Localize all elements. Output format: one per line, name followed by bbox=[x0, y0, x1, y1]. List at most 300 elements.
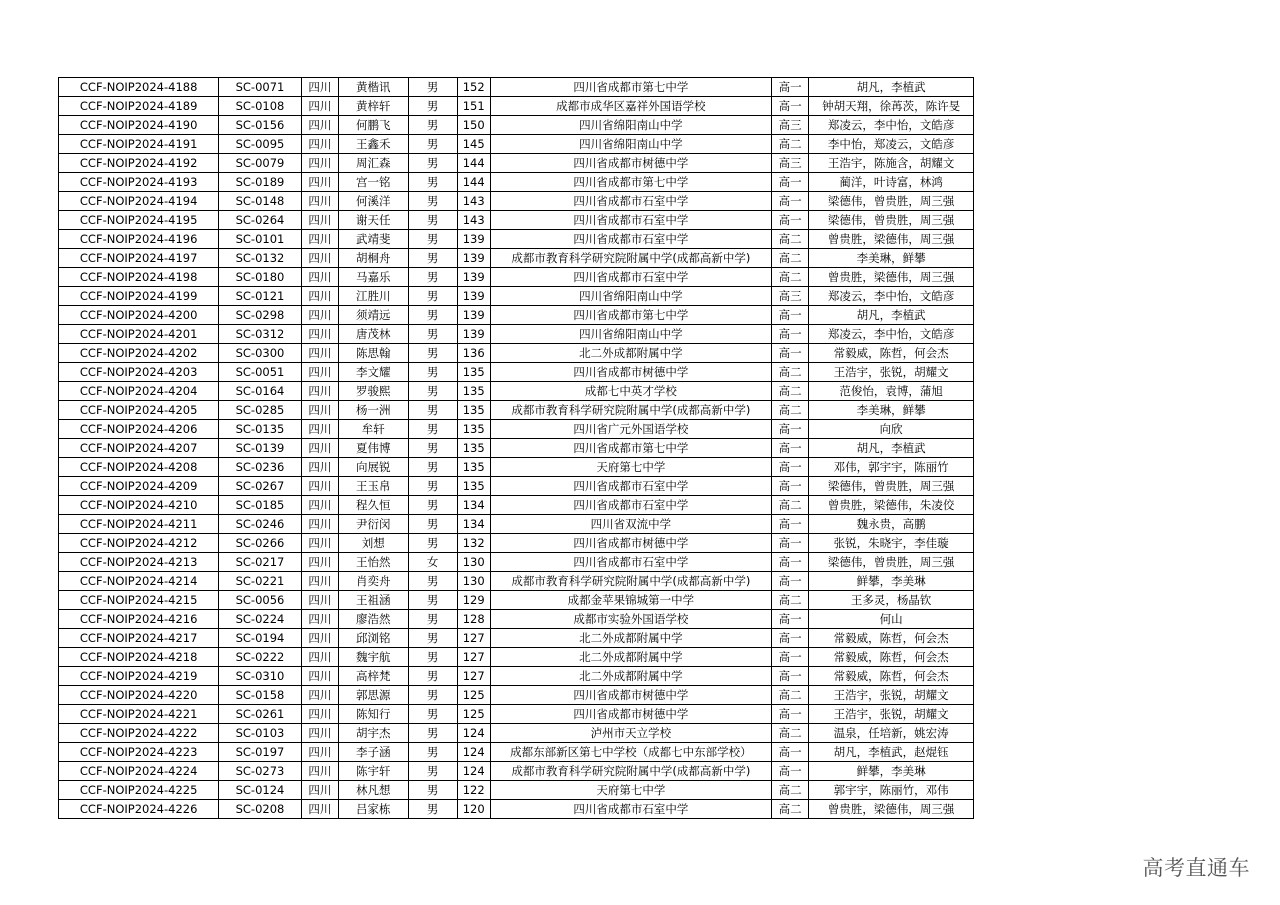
coaches-cell: 王多灵，杨晶钦 bbox=[809, 591, 974, 610]
coaches-cell: 王浩宇，张锐，胡耀文 bbox=[809, 686, 974, 705]
name-cell: 吕家栋 bbox=[339, 800, 408, 819]
id-cell: CCF-NOIP2024-4221 bbox=[59, 705, 219, 724]
school-cell: 四川省成都市石室中学 bbox=[490, 192, 771, 211]
grade-cell: 高二 bbox=[771, 363, 808, 382]
gender-cell: 男 bbox=[408, 458, 457, 477]
score-cell: 136 bbox=[457, 344, 490, 363]
table-row bbox=[59, 268, 974, 287]
id-cell: CCF-NOIP2024-4215 bbox=[59, 591, 219, 610]
score-cell: 139 bbox=[457, 268, 490, 287]
table-row bbox=[59, 382, 974, 401]
id-cell: CCF-NOIP2024-4219 bbox=[59, 667, 219, 686]
school-cell: 四川省绵阳南山中学 bbox=[490, 325, 771, 344]
gender-cell: 男 bbox=[408, 648, 457, 667]
gender-cell: 男 bbox=[408, 534, 457, 553]
province-cell: 四川 bbox=[301, 667, 338, 686]
school-cell: 四川省成都市树德中学 bbox=[490, 363, 771, 382]
coaches-cell: 张锐，朱晓宇，李佳璇 bbox=[809, 534, 974, 553]
province-cell: 四川 bbox=[301, 762, 338, 781]
coaches-cell: 梁德伟，曾贵胜，周三强 bbox=[809, 192, 974, 211]
school-cell: 四川省成都市石室中学 bbox=[490, 268, 771, 287]
gender-cell: 男 bbox=[408, 249, 457, 268]
score-cell: 120 bbox=[457, 800, 490, 819]
school-cell: 成都七中英才学校 bbox=[490, 382, 771, 401]
school-cell: 北二外成都附属中学 bbox=[490, 667, 771, 686]
province-cell: 四川 bbox=[301, 553, 338, 572]
id-cell: CCF-NOIP2024-4217 bbox=[59, 629, 219, 648]
code-cell: SC-0264 bbox=[219, 211, 301, 230]
school-cell: 泸州市天立学校 bbox=[490, 724, 771, 743]
gender-cell: 男 bbox=[408, 211, 457, 230]
province-cell: 四川 bbox=[301, 344, 338, 363]
grade-cell: 高二 bbox=[771, 268, 808, 287]
gender-cell: 男 bbox=[408, 97, 457, 116]
coaches-cell: 胡凡，李植武，赵焜钰 bbox=[809, 743, 974, 762]
code-cell: SC-0267 bbox=[219, 477, 301, 496]
gender-cell: 男 bbox=[408, 629, 457, 648]
coaches-cell: 王浩宇，张锐，胡耀文 bbox=[809, 363, 974, 382]
id-cell: CCF-NOIP2024-4191 bbox=[59, 135, 219, 154]
province-cell: 四川 bbox=[301, 135, 338, 154]
name-cell: 李子涵 bbox=[339, 743, 408, 762]
name-cell: 胡桐舟 bbox=[339, 249, 408, 268]
code-cell: SC-0236 bbox=[219, 458, 301, 477]
grade-cell: 高一 bbox=[771, 477, 808, 496]
name-cell: 王祖涵 bbox=[339, 591, 408, 610]
score-cell: 132 bbox=[457, 534, 490, 553]
school-cell: 成都市教育科学研究院附属中学(成都高新中学) bbox=[490, 249, 771, 268]
grade-cell: 高二 bbox=[771, 401, 808, 420]
province-cell: 四川 bbox=[301, 173, 338, 192]
school-cell: 四川省成都市第七中学 bbox=[490, 78, 771, 97]
coaches-cell: 郭宇宇，陈丽竹，邓伟 bbox=[809, 781, 974, 800]
score-cell: 135 bbox=[457, 382, 490, 401]
code-cell: SC-0135 bbox=[219, 420, 301, 439]
gender-cell: 男 bbox=[408, 401, 457, 420]
score-cell: 134 bbox=[457, 496, 490, 515]
province-cell: 四川 bbox=[301, 249, 338, 268]
province-cell: 四川 bbox=[301, 477, 338, 496]
code-cell: SC-0261 bbox=[219, 705, 301, 724]
score-cell: 139 bbox=[457, 287, 490, 306]
score-cell: 135 bbox=[457, 420, 490, 439]
grade-cell: 高一 bbox=[771, 439, 808, 458]
school-cell: 四川省成都市石室中学 bbox=[490, 477, 771, 496]
coaches-cell: 胡凡，李植武 bbox=[809, 78, 974, 97]
gender-cell: 男 bbox=[408, 173, 457, 192]
name-cell: 黄梓轩 bbox=[339, 97, 408, 116]
grade-cell: 高二 bbox=[771, 781, 808, 800]
school-cell: 北二外成都附属中学 bbox=[490, 629, 771, 648]
grade-cell: 高一 bbox=[771, 192, 808, 211]
id-cell: CCF-NOIP2024-4205 bbox=[59, 401, 219, 420]
grade-cell: 高一 bbox=[771, 515, 808, 534]
table-row bbox=[59, 154, 974, 173]
province-cell: 四川 bbox=[301, 306, 338, 325]
code-cell: SC-0194 bbox=[219, 629, 301, 648]
gender-cell: 男 bbox=[408, 306, 457, 325]
code-cell: SC-0148 bbox=[219, 192, 301, 211]
gender-cell: 男 bbox=[408, 667, 457, 686]
code-cell: SC-0224 bbox=[219, 610, 301, 629]
gender-cell: 男 bbox=[408, 116, 457, 135]
province-cell: 四川 bbox=[301, 192, 338, 211]
id-cell: CCF-NOIP2024-4196 bbox=[59, 230, 219, 249]
province-cell: 四川 bbox=[301, 78, 338, 97]
province-cell: 四川 bbox=[301, 629, 338, 648]
code-cell: SC-0310 bbox=[219, 667, 301, 686]
score-cell: 122 bbox=[457, 781, 490, 800]
grade-cell: 高一 bbox=[771, 325, 808, 344]
name-cell: 林凡想 bbox=[339, 781, 408, 800]
school-cell: 成都市教育科学研究院附属中学(成都高新中学) bbox=[490, 572, 771, 591]
code-cell: SC-0285 bbox=[219, 401, 301, 420]
name-cell: 王怡然 bbox=[339, 553, 408, 572]
coaches-cell: 常毅威，陈哲，何会杰 bbox=[809, 648, 974, 667]
name-cell: 罗骏熙 bbox=[339, 382, 408, 401]
name-cell: 程久恒 bbox=[339, 496, 408, 515]
table-row bbox=[59, 553, 974, 572]
school-cell: 四川省绵阳南山中学 bbox=[490, 116, 771, 135]
coaches-cell: 曾贵胜，梁德伟，周三强 bbox=[809, 268, 974, 287]
coaches-cell: 向欣 bbox=[809, 420, 974, 439]
table-row bbox=[59, 192, 974, 211]
watermark-text: 高考直通车 bbox=[1142, 856, 1250, 880]
code-cell: SC-0300 bbox=[219, 344, 301, 363]
coaches-cell: 梁德伟，曾贵胜，周三强 bbox=[809, 553, 974, 572]
table-row bbox=[59, 116, 974, 135]
grade-cell: 高一 bbox=[771, 667, 808, 686]
gender-cell: 男 bbox=[408, 78, 457, 97]
coaches-cell: 郑凌云，李中怡，文皓彦 bbox=[809, 116, 974, 135]
grade-cell: 高一 bbox=[771, 458, 808, 477]
province-cell: 四川 bbox=[301, 610, 338, 629]
grade-cell: 高一 bbox=[771, 306, 808, 325]
score-cell: 128 bbox=[457, 610, 490, 629]
contestant-table bbox=[58, 77, 974, 819]
name-cell: 高梓梵 bbox=[339, 667, 408, 686]
school-cell: 四川省成都市石室中学 bbox=[490, 553, 771, 572]
table-row bbox=[59, 496, 974, 515]
score-cell: 145 bbox=[457, 135, 490, 154]
table-row bbox=[59, 477, 974, 496]
name-cell: 黄楷讯 bbox=[339, 78, 408, 97]
code-cell: SC-0103 bbox=[219, 724, 301, 743]
school-cell: 四川省成都市树德中学 bbox=[490, 705, 771, 724]
id-cell: CCF-NOIP2024-4188 bbox=[59, 78, 219, 97]
gender-cell: 男 bbox=[408, 515, 457, 534]
code-cell: SC-0158 bbox=[219, 686, 301, 705]
coaches-cell: 钟胡天翔，徐苒茨，陈许旻 bbox=[809, 97, 974, 116]
table-row bbox=[59, 363, 974, 382]
school-cell: 天府第七中学 bbox=[490, 458, 771, 477]
table-row bbox=[59, 439, 974, 458]
code-cell: SC-0056 bbox=[219, 591, 301, 610]
id-cell: CCF-NOIP2024-4202 bbox=[59, 344, 219, 363]
school-cell: 四川省成都市第七中学 bbox=[490, 173, 771, 192]
province-cell: 四川 bbox=[301, 743, 338, 762]
table-row bbox=[59, 97, 974, 116]
code-cell: SC-0273 bbox=[219, 762, 301, 781]
id-cell: CCF-NOIP2024-4224 bbox=[59, 762, 219, 781]
province-cell: 四川 bbox=[301, 420, 338, 439]
school-cell: 四川省成都市第七中学 bbox=[490, 306, 771, 325]
score-cell: 134 bbox=[457, 515, 490, 534]
coaches-cell: 邓伟，郭宇宇，陈丽竹 bbox=[809, 458, 974, 477]
score-cell: 135 bbox=[457, 363, 490, 382]
table-row bbox=[59, 287, 974, 306]
score-cell: 124 bbox=[457, 743, 490, 762]
coaches-cell: 郑凌云，李中怡，文皓彦 bbox=[809, 287, 974, 306]
school-cell: 四川省广元外国语学校 bbox=[490, 420, 771, 439]
table-row bbox=[59, 78, 974, 97]
table-row bbox=[59, 743, 974, 762]
grade-cell: 高二 bbox=[771, 724, 808, 743]
id-cell: CCF-NOIP2024-4218 bbox=[59, 648, 219, 667]
code-cell: SC-0095 bbox=[219, 135, 301, 154]
coaches-cell: 李中怡，郑凌云，文皓彦 bbox=[809, 135, 974, 154]
table-row bbox=[59, 420, 974, 439]
gender-cell: 男 bbox=[408, 439, 457, 458]
name-cell: 李文耀 bbox=[339, 363, 408, 382]
coaches-cell: 曾贵胜，梁德伟，周三强 bbox=[809, 800, 974, 819]
coaches-cell: 梁德伟，曾贵胜，周三强 bbox=[809, 211, 974, 230]
table-row bbox=[59, 800, 974, 819]
grade-cell: 高一 bbox=[771, 705, 808, 724]
grade-cell: 高三 bbox=[771, 287, 808, 306]
name-cell: 王玉帛 bbox=[339, 477, 408, 496]
score-cell: 139 bbox=[457, 325, 490, 344]
score-cell: 139 bbox=[457, 249, 490, 268]
id-cell: CCF-NOIP2024-4192 bbox=[59, 154, 219, 173]
score-cell: 150 bbox=[457, 116, 490, 135]
table-row bbox=[59, 230, 974, 249]
school-cell: 北二外成都附属中学 bbox=[490, 344, 771, 363]
grade-cell: 高二 bbox=[771, 591, 808, 610]
table-row bbox=[59, 610, 974, 629]
table-row bbox=[59, 591, 974, 610]
score-cell: 127 bbox=[457, 629, 490, 648]
province-cell: 四川 bbox=[301, 230, 338, 249]
table-row bbox=[59, 781, 974, 800]
gender-cell: 男 bbox=[408, 705, 457, 724]
school-cell: 四川省成都市石室中学 bbox=[490, 230, 771, 249]
id-cell: CCF-NOIP2024-4201 bbox=[59, 325, 219, 344]
id-cell: CCF-NOIP2024-4198 bbox=[59, 268, 219, 287]
score-cell: 127 bbox=[457, 667, 490, 686]
province-cell: 四川 bbox=[301, 382, 338, 401]
gender-cell: 男 bbox=[408, 477, 457, 496]
grade-cell: 高二 bbox=[771, 686, 808, 705]
id-cell: CCF-NOIP2024-4222 bbox=[59, 724, 219, 743]
name-cell: 邱浏铭 bbox=[339, 629, 408, 648]
school-cell: 成都市实验外国语学校 bbox=[490, 610, 771, 629]
gender-cell: 男 bbox=[408, 591, 457, 610]
name-cell: 唐茂林 bbox=[339, 325, 408, 344]
province-cell: 四川 bbox=[301, 116, 338, 135]
coaches-cell: 魏永贵，高鹏 bbox=[809, 515, 974, 534]
province-cell: 四川 bbox=[301, 154, 338, 173]
grade-cell: 高一 bbox=[771, 572, 808, 591]
id-cell: CCF-NOIP2024-4203 bbox=[59, 363, 219, 382]
score-cell: 143 bbox=[457, 211, 490, 230]
gender-cell: 男 bbox=[408, 382, 457, 401]
coaches-cell: 胡凡，李植武 bbox=[809, 439, 974, 458]
table-row bbox=[59, 401, 974, 420]
province-cell: 四川 bbox=[301, 800, 338, 819]
grade-cell: 高一 bbox=[771, 534, 808, 553]
grade-cell: 高一 bbox=[771, 344, 808, 363]
gender-cell: 男 bbox=[408, 268, 457, 287]
gender-cell: 男 bbox=[408, 724, 457, 743]
coaches-cell: 梁德伟，曾贵胜，周三强 bbox=[809, 477, 974, 496]
grade-cell: 高三 bbox=[771, 116, 808, 135]
gender-cell: 男 bbox=[408, 743, 457, 762]
grade-cell: 高一 bbox=[771, 553, 808, 572]
province-cell: 四川 bbox=[301, 572, 338, 591]
name-cell: 武靖斐 bbox=[339, 230, 408, 249]
school-cell: 四川省成都市石室中学 bbox=[490, 211, 771, 230]
score-cell: 152 bbox=[457, 78, 490, 97]
province-cell: 四川 bbox=[301, 724, 338, 743]
table-body bbox=[59, 78, 974, 819]
code-cell: SC-0298 bbox=[219, 306, 301, 325]
school-cell: 四川省成都市石室中学 bbox=[490, 496, 771, 515]
id-cell: CCF-NOIP2024-4204 bbox=[59, 382, 219, 401]
table-row bbox=[59, 344, 974, 363]
province-cell: 四川 bbox=[301, 287, 338, 306]
score-cell: 135 bbox=[457, 401, 490, 420]
province-cell: 四川 bbox=[301, 439, 338, 458]
id-cell: CCF-NOIP2024-4208 bbox=[59, 458, 219, 477]
coaches-cell: 常毅威，陈哲，何会杰 bbox=[809, 629, 974, 648]
code-cell: SC-0266 bbox=[219, 534, 301, 553]
province-cell: 四川 bbox=[301, 648, 338, 667]
code-cell: SC-0197 bbox=[219, 743, 301, 762]
school-cell: 成都金苹果锦城第一中学 bbox=[490, 591, 771, 610]
id-cell: CCF-NOIP2024-4197 bbox=[59, 249, 219, 268]
id-cell: CCF-NOIP2024-4199 bbox=[59, 287, 219, 306]
name-cell: 须靖远 bbox=[339, 306, 408, 325]
school-cell: 四川省成都市树德中学 bbox=[490, 686, 771, 705]
province-cell: 四川 bbox=[301, 534, 338, 553]
school-cell: 成都市成华区嘉祥外国语学校 bbox=[490, 97, 771, 116]
id-cell: CCF-NOIP2024-4193 bbox=[59, 173, 219, 192]
school-cell: 四川省成都市第七中学 bbox=[490, 439, 771, 458]
score-cell: 124 bbox=[457, 724, 490, 743]
name-cell: 胡宇杰 bbox=[339, 724, 408, 743]
province-cell: 四川 bbox=[301, 591, 338, 610]
name-cell: 尹衍闵 bbox=[339, 515, 408, 534]
table-row bbox=[59, 534, 974, 553]
province-cell: 四川 bbox=[301, 268, 338, 287]
name-cell: 郭思源 bbox=[339, 686, 408, 705]
province-cell: 四川 bbox=[301, 496, 338, 515]
name-cell: 杨一洲 bbox=[339, 401, 408, 420]
name-cell: 何溪洋 bbox=[339, 192, 408, 211]
gender-cell: 男 bbox=[408, 800, 457, 819]
coaches-cell: 李美琳，鲜攀 bbox=[809, 249, 974, 268]
table-row bbox=[59, 325, 974, 344]
grade-cell: 高一 bbox=[771, 97, 808, 116]
school-cell: 北二外成都附属中学 bbox=[490, 648, 771, 667]
grade-cell: 高一 bbox=[771, 629, 808, 648]
id-cell: CCF-NOIP2024-4190 bbox=[59, 116, 219, 135]
code-cell: SC-0312 bbox=[219, 325, 301, 344]
score-cell: 124 bbox=[457, 762, 490, 781]
gender-cell: 男 bbox=[408, 230, 457, 249]
name-cell: 马嘉乐 bbox=[339, 268, 408, 287]
gender-cell: 男 bbox=[408, 154, 457, 173]
grade-cell: 高一 bbox=[771, 173, 808, 192]
gender-cell: 男 bbox=[408, 762, 457, 781]
province-cell: 四川 bbox=[301, 705, 338, 724]
code-cell: SC-0189 bbox=[219, 173, 301, 192]
name-cell: 何鹏飞 bbox=[339, 116, 408, 135]
grade-cell: 高二 bbox=[771, 135, 808, 154]
province-cell: 四川 bbox=[301, 515, 338, 534]
province-cell: 四川 bbox=[301, 401, 338, 420]
name-cell: 江胜川 bbox=[339, 287, 408, 306]
table-row bbox=[59, 173, 974, 192]
score-cell: 151 bbox=[457, 97, 490, 116]
province-cell: 四川 bbox=[301, 781, 338, 800]
gender-cell: 男 bbox=[408, 325, 457, 344]
school-cell: 成都市教育科学研究院附属中学(成都高新中学) bbox=[490, 401, 771, 420]
id-cell: CCF-NOIP2024-4206 bbox=[59, 420, 219, 439]
code-cell: SC-0222 bbox=[219, 648, 301, 667]
code-cell: SC-0051 bbox=[219, 363, 301, 382]
table-row bbox=[59, 705, 974, 724]
code-cell: SC-0156 bbox=[219, 116, 301, 135]
table-row bbox=[59, 458, 974, 477]
gender-cell: 男 bbox=[408, 363, 457, 382]
school-cell: 四川省绵阳南山中学 bbox=[490, 287, 771, 306]
code-cell: SC-0079 bbox=[219, 154, 301, 173]
gender-cell: 男 bbox=[408, 572, 457, 591]
name-cell: 周汇森 bbox=[339, 154, 408, 173]
coaches-cell: 温泉，任培新，姚宏涛 bbox=[809, 724, 974, 743]
table-row bbox=[59, 724, 974, 743]
coaches-cell: 鲜攀，李美琳 bbox=[809, 762, 974, 781]
grade-cell: 高一 bbox=[771, 743, 808, 762]
grade-cell: 高一 bbox=[771, 78, 808, 97]
grade-cell: 高二 bbox=[771, 249, 808, 268]
grade-cell: 高一 bbox=[771, 648, 808, 667]
school-cell: 四川省成都市石室中学 bbox=[490, 800, 771, 819]
name-cell: 王鑫禾 bbox=[339, 135, 408, 154]
table-row bbox=[59, 762, 974, 781]
gender-cell: 男 bbox=[408, 192, 457, 211]
code-cell: SC-0101 bbox=[219, 230, 301, 249]
code-cell: SC-0208 bbox=[219, 800, 301, 819]
code-cell: SC-0164 bbox=[219, 382, 301, 401]
score-cell: 135 bbox=[457, 458, 490, 477]
id-cell: CCF-NOIP2024-4195 bbox=[59, 211, 219, 230]
coaches-cell: 李美琳，鲜攀 bbox=[809, 401, 974, 420]
name-cell: 陈知行 bbox=[339, 705, 408, 724]
name-cell: 牟轩 bbox=[339, 420, 408, 439]
id-cell: CCF-NOIP2024-4194 bbox=[59, 192, 219, 211]
coaches-cell: 鲜攀，李美琳 bbox=[809, 572, 974, 591]
coaches-cell: 曾贵胜，梁德伟，朱凌佼 bbox=[809, 496, 974, 515]
name-cell: 陈思翰 bbox=[339, 344, 408, 363]
name-cell: 魏宇航 bbox=[339, 648, 408, 667]
table-row bbox=[59, 135, 974, 154]
school-cell: 成都东部新区第七中学校（成都七中东部学校） bbox=[490, 743, 771, 762]
code-cell: SC-0217 bbox=[219, 553, 301, 572]
name-cell: 廖浩然 bbox=[339, 610, 408, 629]
